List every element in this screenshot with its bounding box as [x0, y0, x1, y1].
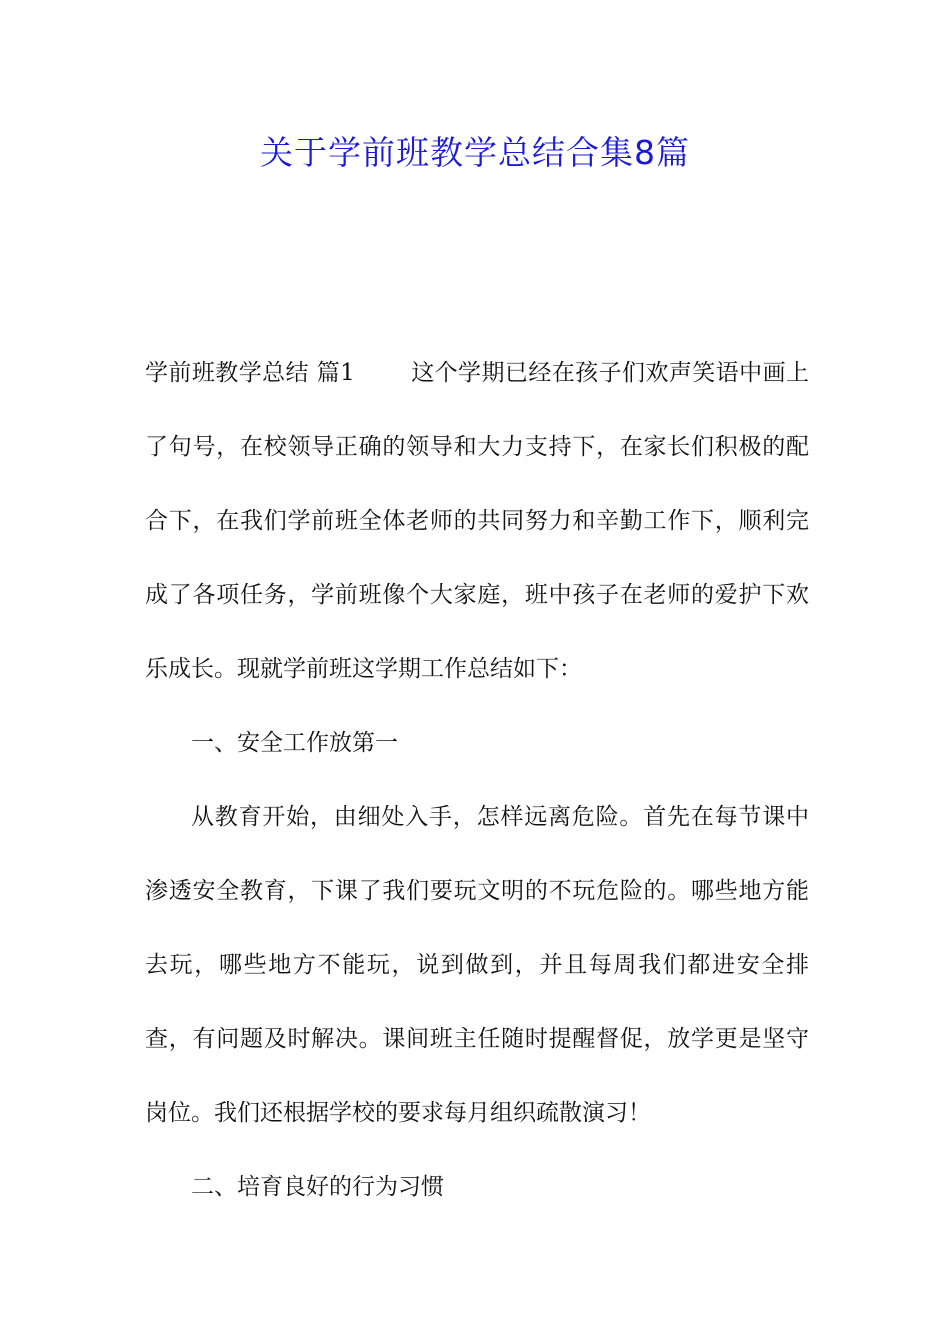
document-body: [145, 336, 809, 1224]
intro-paragraph: [145, 336, 809, 706]
body-paragraph-1: 从教育开始，由细处入手，怎样远离危险。首先在每节课中渗透安全教育，下课了我们要玩文明的不玩危险的。哪些地方能去玩，哪些地方不能玩，说到做到，并且每周我们都进安全排查，有问题及时解决。课间班主任随时提醒督促，放学更是坚守岗位。我们还根据学校的要求每月组织疏散演习！: [145, 804, 809, 1126]
section-label: 学前班教学总结 篇1: [145, 360, 355, 386]
section-heading-2: 二、培育良好的行为习惯: [191, 1174, 444, 1200]
section-heading-1: 一、安全工作放第一: [191, 730, 398, 756]
document-title: 关于学前班教学总结合集8篇: [260, 133, 690, 172]
intro-text: 这个学期已经在孩子们欢声笑语中画上了句号，在校领导正确的领导和大力支持下，在家长们积极的配合下，在我们学前班全体老师的共同努力和辛勤工作下，顺利完成了各项任务，学前班像个大家庭，班中孩子在老师的爱护下欢乐成长。现就学前班这学期工作总结如下：: [145, 360, 810, 682]
